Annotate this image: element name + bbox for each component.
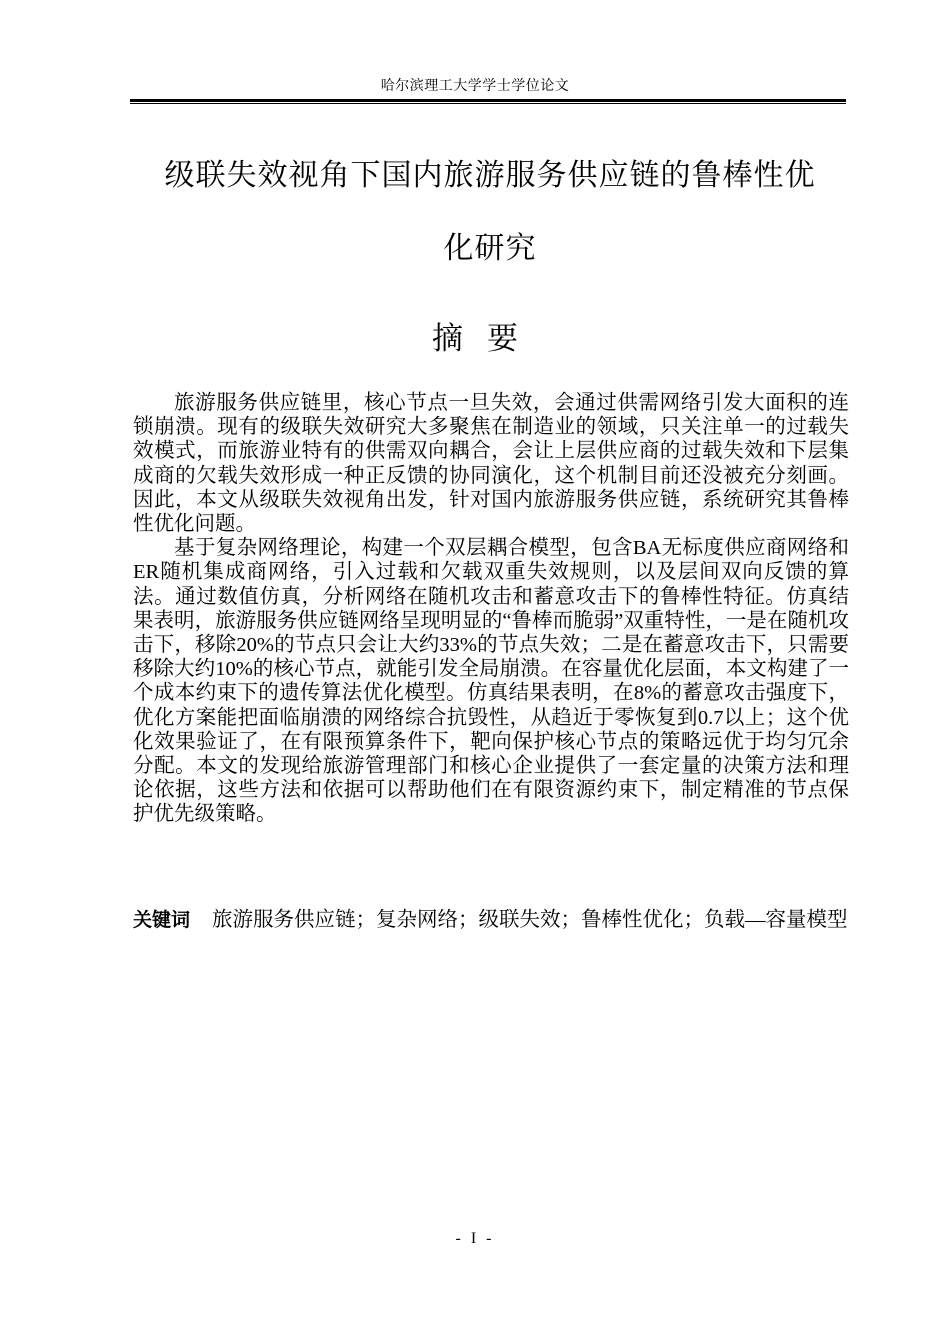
keywords-block xyxy=(133,908,849,933)
header-rule-thin xyxy=(130,103,846,104)
abstract-paragraph-2: 基于复杂网络理论，构建一个双层耦合模型，包含BA无标度供应商网络和ER随机集成商网络，引入过载和欠载双重失效规则，以及层间双向反馈的算法。通过数值仿真，分析网络在随机攻击和蓄意攻击下的鲁棒性特征。仿真结果表明，旅游服务供应链网络呈现明显的“鲁棒而脆弱”双重特性，一是在随机攻击下，移除20%的节点只会让大约33%的节点失效；二是在蓄意攻击下，只需要移除大约10%的核心节点，就能引发全局崩溃。在容量优化层面，本文构建了一个成本约束下的遗传算法优化模型。仿真结果表明，在8%的蓄意攻击强度下，优化方案能把面临崩溃的网络综合抗毁性，从趋近于零恢复到0.7以上；这个优化效果验证了，在有限预算条件下，靶向保护核心节点的策略远优于均匀冗余分配。本文的发现给旅游管理部门和核心企业提供了一套定量的决策方法和理论依据，这些方法和依据可以帮助他们在有限资源约束下，制定精准的节点保护优先级策略。 xyxy=(133,537,849,826)
page-number: - I - xyxy=(455,1230,495,1247)
abstract-body xyxy=(133,391,849,827)
thesis-title-line-2: 化研究 xyxy=(443,231,537,266)
thesis-title-line-1: 级联失效视角下国内旅游服务供应链的鲁棒性优 xyxy=(164,158,816,193)
abstract-heading: 摘要 xyxy=(432,321,542,357)
header-rule-thick xyxy=(130,99,846,102)
running-header: 哈尔滨理工大学学士学位论文 xyxy=(380,79,570,94)
keywords-text: 旅游服务供应链；复杂网络；级联失效；鲁棒性优化；负载—容量模型 xyxy=(212,909,848,931)
abstract-paragraph-1: 旅游服务供应链里，核心节点一旦失效，会通过供需网络引发大面积的连锁崩溃。现有的级联失效研究大多聚焦在制造业的领域，只关注单一的过载失效模式，而旅游业特有的供需双向耦合，会让上层供应商的过载失效和下层集成商的欠载失效形成一种正反馈的协同演化，这个机制目前还没被充分刻画。因此，本文从级联失效视角出发，针对国内旅游服务供应链，系统研究其鲁棒性优化问题。 xyxy=(133,392,849,536)
keywords-label: 关键词 xyxy=(133,909,191,931)
